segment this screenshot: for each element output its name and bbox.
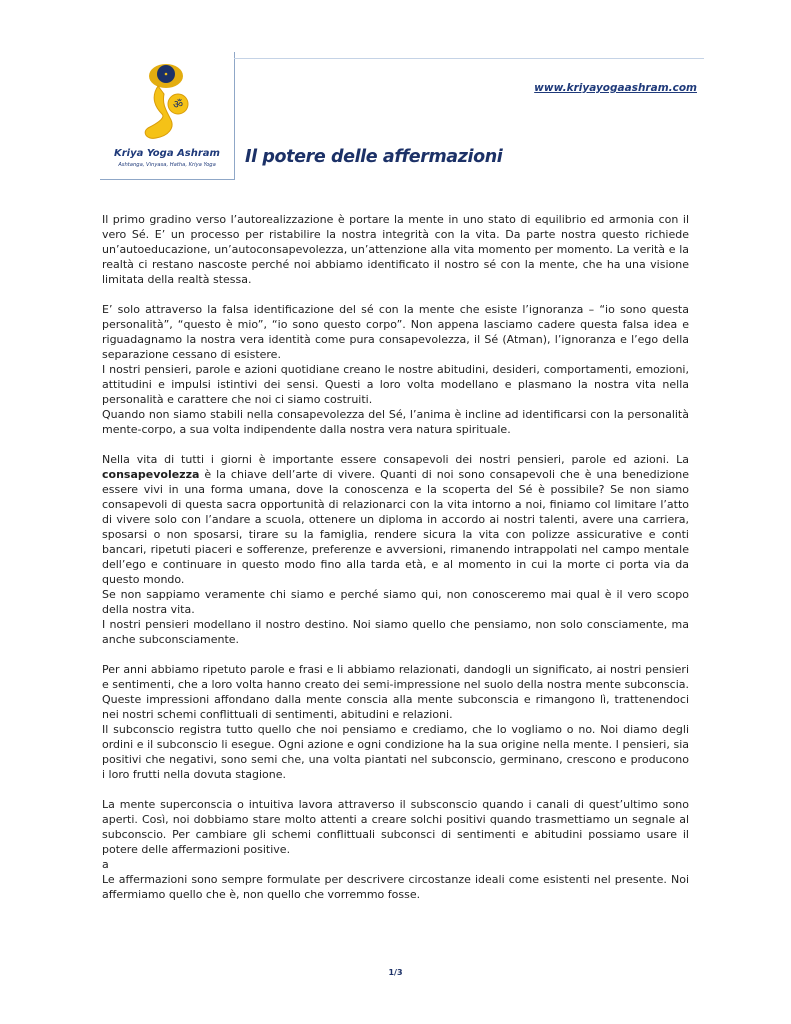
paragraph: I nostri pensieri modellano il nostro destino. Noi siamo quello che pensiamo, non solo consciamente, ma anche subconsciamente. xyxy=(102,618,689,646)
svg-text:ॐ: ॐ xyxy=(172,98,184,111)
om-yoga-figure-logo-icon xyxy=(136,58,198,144)
paragraph: Quando non siamo stabili nella consapevolezza del Sé, l’anima è incline ad identificarsi con la personalità mente-corpo, a sua volta indipendente dalla nostra vera natura spirituale. xyxy=(102,408,689,436)
paragraph: Il primo gradino verso l’autorealizzazione è portare la mente in uno stato di equilibrio ed armonia con il vero Sé. E’ un processo per ristabilire la nostra integrità con la vita. Da parte nostra questo richiede un’autoeducazione, un’autoconsapevolezza, un’attenzione alla vita momento per momento. La verità e la realtà ci restano nascoste perché noi abbiamo identificato il nostro sé con la mente, che ha una visione limitata della realtà stessa. xyxy=(102,213,689,286)
emphasis-consapevolezza: consapevolezza xyxy=(102,468,200,481)
paragraph: I nostri pensieri, parole e azioni quotidiane creano le nostre abitudini, desideri, comportamenti, emozioni, attitudini e impulsi istintivi dei sensi. Questi a loro volta modellano e plasmano la nostra vita nella personalità e carattere che noi ci siamo costruiti. xyxy=(102,363,689,406)
paragraph xyxy=(102,452,689,587)
page-number: 1/3 xyxy=(388,968,403,977)
paragraph: E’ solo attraverso la falsa identificazione del sé con la mente che esiste l’ignoranza – “io sono questa personalità”, “questo è mio”, “io sono questo corpo”. Non appena lasciamo cadere questa falsa idea e riguadagnamo la nostra vera identità come pura consapevolezza, il Sé (Atman), l’ignoranza e l’ego della separazione cessano di esistere. xyxy=(102,303,689,361)
paragraph: Per anni abbiamo ripetuto parole e frasi e li abbiamo relazionati, dandogli un significato, ai nostri pensieri e sentimenti, che a loro volta hanno creato dei semi-impressione nel suolo della nostra mente subconscia. Queste impressioni affondano dalla mente conscia alla mente subconscia e rimangono lì, trattenendoci nei nostri schemi conflittuali di sentimenti, abitudini e relazioni. xyxy=(102,663,689,721)
paragraph: Il subconscio registra tutto quello che noi pensiamo e crediamo, che lo vogliamo o no. Noi diamo degli ordini e il subconscio li esegue. Ogni azione e ogni condizione ha la sua origine nella mente. I pensieri, sia positivi che negativi, sono semi che, una volta piantati nel subconscio, germinano, crescono e producono i loro frutti nella dovuta stagione. xyxy=(102,723,689,781)
header-rule xyxy=(234,58,704,59)
brand-name: Kriya Yoga Ashram xyxy=(114,148,220,159)
brand-tagline: Ashtanga, Vinyasa, Hatha, Kriya Yoga xyxy=(118,162,216,168)
paragraph: Le affermazioni sono sempre formulate per descrivere circostanze ideali come esistenti nel presente. Noi affermiamo quello che è, non quello che vorremmo fosse. xyxy=(102,873,689,901)
text-run: Nella vita di tutti i giorni è importante essere consapevoli dei nostri pensieri, parole ed azioni. La xyxy=(102,453,689,466)
page-title: Il potere delle affermazioni xyxy=(245,147,503,167)
article-body xyxy=(102,212,689,902)
text-run: è la chiave dell’arte di vivere. Quanti di noi sono consapevoli che è una benedizione essere vivi in una forma umana, dove la conoscenza e la scoperta del Sé è possibile? Se non siamo consapevoli di questa sacra opportunità di relazionarci con la vita intorno a noi, finiamo col limitare l’atto di vivere solo con l’andare a scuola, ottenere un diploma in accordo ai nostri talenti, avere una carriera, sposarsi o non sposarsi, tirare su la famiglia, rendere sicura la vita con polizze assicurative e conti bancari, ripetuti piaceri e sofferenze, preferenze e avversioni, rimanendo intrappolati nel campo mentale dell’ego e continuare in questo modo fino alla tarda età, e al momento in cui la morte ci porta via da questo mondo. xyxy=(102,468,689,586)
logo-block xyxy=(100,52,235,180)
paragraph: a xyxy=(102,858,109,871)
website-link[interactable]: www.kriyayogaashram.com xyxy=(534,82,697,94)
paragraph: Se non sappiamo veramente chi siamo e perché siamo qui, non conosceremo mai qual è il vero scopo della nostra vita. xyxy=(102,588,689,616)
paragraph: La mente superconscia o intuitiva lavora attraverso il subsconscio quando i canali di quest’ultimo sono aperti. Così, noi dobbiamo stare molto attenti a creare solchi positivi quando trasmettiamo un segnale al subconscio. Per cambiare gli schemi conflittuali subconsci di sentimenti e abitudini possiamo usare il potere delle affermazioni positive. xyxy=(102,798,689,856)
